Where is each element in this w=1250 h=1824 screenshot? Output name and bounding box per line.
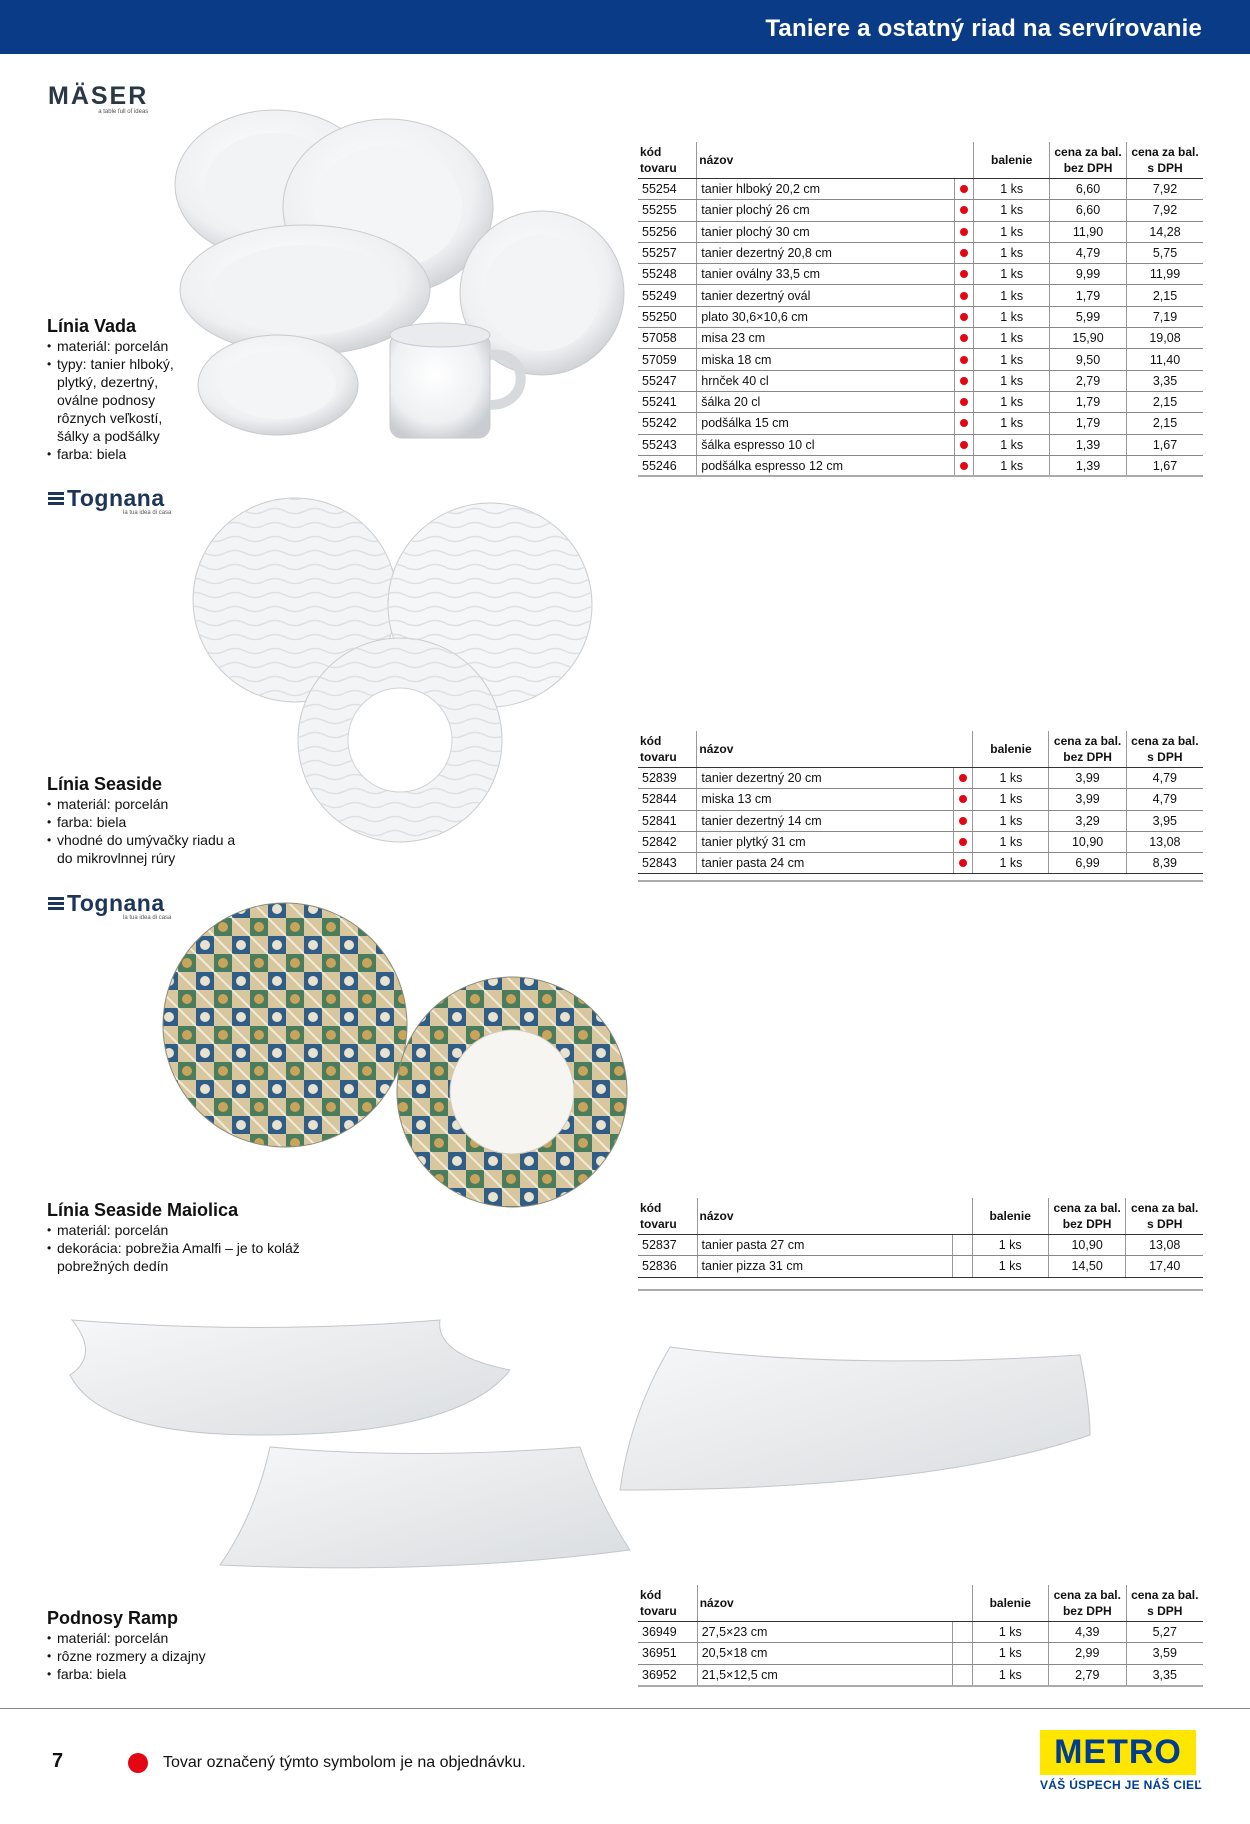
table-row: [638, 455, 1203, 476]
product-code: 52837: [638, 1235, 697, 1256]
section-title: Línia Seaside: [47, 774, 163, 794]
order-dot-icon: [960, 462, 968, 470]
header-code: kód tovaru: [638, 142, 697, 179]
ramp-price-table: [638, 1585, 1203, 1686]
price-net: 2,79: [1049, 1664, 1126, 1685]
order-marker: [954, 328, 974, 349]
product-code: 52843: [638, 853, 697, 874]
table-row: [638, 413, 1203, 434]
price-gross: 19,08: [1127, 328, 1204, 349]
header-price-gross: cena za bal. s DPH: [1126, 1198, 1203, 1235]
bullet: • materiál: porcelán: [47, 1221, 307, 1239]
section-divider: [638, 1289, 1203, 1291]
product-name: miska 13 cm: [697, 789, 953, 810]
table-row: [638, 306, 1203, 327]
table-row: [638, 810, 1203, 831]
pack-size: 1 ks: [972, 1622, 1049, 1643]
product-code: 52841: [638, 810, 697, 831]
product-name: tanier dezertný 20 cm: [697, 768, 953, 789]
header-name: názov: [697, 1198, 953, 1235]
order-marker: [953, 1622, 973, 1643]
price-gross: 11,99: [1127, 264, 1204, 285]
product-code: 36951: [638, 1643, 697, 1664]
price-net: 1,79: [1050, 285, 1127, 306]
price-net: 15,90: [1050, 328, 1127, 349]
pack-size: 1 ks: [973, 768, 1049, 789]
order-marker: [953, 768, 973, 789]
table-row: [638, 434, 1203, 455]
vada-price-table: [638, 142, 1203, 477]
order-marker: [953, 831, 973, 852]
table-row: [638, 391, 1203, 412]
pack-size: 1 ks: [972, 1643, 1049, 1664]
product-code: 52842: [638, 831, 697, 852]
seaside-description: [47, 775, 242, 867]
price-net: 6,60: [1050, 179, 1127, 200]
product-code: 52836: [638, 1256, 697, 1277]
product-code: 55246: [638, 455, 697, 476]
pack-size: 1 ks: [974, 285, 1050, 306]
order-dot-icon: [960, 228, 968, 236]
product-name: miska 18 cm: [697, 349, 954, 370]
order-marker: [954, 455, 974, 476]
pack-size: 1 ks: [974, 455, 1050, 476]
product-code: 55254: [638, 179, 697, 200]
price-gross: 4,79: [1126, 789, 1203, 810]
order-dot-icon: [959, 795, 967, 803]
order-marker: [954, 370, 974, 391]
product-code: 55242: [638, 413, 697, 434]
order-dot-icon: [960, 398, 968, 406]
section-divider: [638, 880, 1203, 882]
bullet: • vhodné do umývačky riadu a do mikrovlnnej rúry: [47, 831, 242, 867]
order-marker: [953, 1664, 973, 1685]
ramp-description: [47, 1609, 206, 1683]
header-price-net: cena za bal. bez DPH: [1049, 731, 1126, 768]
price-net: 10,90: [1048, 1235, 1126, 1256]
seaside-product-image: [185, 490, 695, 845]
pack-size: 1 ks: [973, 853, 1049, 874]
header-order: [953, 1585, 973, 1622]
product-name: misa 23 cm: [697, 328, 954, 349]
tognana-logo: Tognana la tua idea di casa: [48, 485, 171, 516]
table-row: [638, 1643, 1203, 1664]
section-title: Línia Vada: [47, 316, 137, 336]
price-gross: 2,15: [1127, 285, 1204, 306]
pack-size: 1 ks: [973, 831, 1049, 852]
order-dot-icon: [128, 1753, 148, 1773]
header-code: kód tovaru: [638, 1198, 697, 1235]
order-dot-icon: [959, 838, 967, 846]
pack-size: 1 ks: [974, 391, 1050, 412]
price-gross: 17,40: [1126, 1256, 1203, 1277]
table-row: [638, 831, 1203, 852]
order-dot-icon: [960, 270, 968, 278]
table-row: [638, 349, 1203, 370]
price-net: 2,99: [1049, 1643, 1126, 1664]
table-row: [638, 789, 1203, 810]
page-number: 7: [52, 1750, 64, 1772]
pack-size: 1 ks: [974, 434, 1050, 455]
product-name: 20,5×18 cm: [697, 1643, 952, 1664]
ramp-trays-image: [60, 1315, 1100, 1580]
product-name: tanier dezertný 20,8 cm: [697, 242, 954, 263]
table-row: [638, 221, 1203, 242]
product-code: 55250: [638, 306, 697, 327]
order-dot-icon: [960, 313, 968, 321]
price-gross: 2,15: [1127, 413, 1204, 434]
table-row: [638, 370, 1203, 391]
product-name: tanier dezertný 14 cm: [697, 810, 953, 831]
order-dot-icon: [959, 774, 967, 782]
price-gross: 3,35: [1127, 370, 1204, 391]
price-gross: 5,27: [1126, 1622, 1203, 1643]
pack-size: 1 ks: [974, 413, 1050, 434]
product-name: 27,5×23 cm: [697, 1622, 952, 1643]
price-net: 10,90: [1049, 831, 1126, 852]
price-gross: 1,67: [1127, 434, 1204, 455]
header-pack: balenie: [974, 142, 1050, 179]
product-name: podšálka 15 cm: [697, 413, 954, 434]
price-net: 2,79: [1050, 370, 1127, 391]
pack-size: 1 ks: [972, 1235, 1048, 1256]
price-gross: 1,67: [1127, 455, 1204, 476]
order-marker: [954, 221, 974, 242]
product-name: tanier pizza 31 cm: [697, 1256, 953, 1277]
pack-size: 1 ks: [974, 306, 1050, 327]
table-row: [638, 768, 1203, 789]
header-pack: balenie: [973, 731, 1049, 768]
product-code: 52839: [638, 768, 697, 789]
order-marker: [954, 242, 974, 263]
product-code: 52844: [638, 789, 697, 810]
product-name: tanier pasta 24 cm: [697, 853, 953, 874]
product-code: 55249: [638, 285, 697, 306]
price-net: 3,99: [1049, 768, 1126, 789]
product-code: 57058: [638, 328, 697, 349]
header-order: [953, 1198, 972, 1235]
legend-text: Tovar označený týmto symbolom je na objednávku.: [163, 1754, 526, 1771]
table-row: [638, 1622, 1203, 1643]
vada-description: [47, 317, 187, 463]
bullet: • typy: tanier hlboký, plytký, dezertný, oválne podnosy rôznych veľkostí, šálky a podšálky: [47, 355, 187, 445]
order-marker: [954, 413, 974, 434]
price-net: 6,99: [1049, 853, 1126, 874]
product-code: 55247: [638, 370, 697, 391]
product-name: tanier plochý 30 cm: [697, 221, 954, 242]
product-name: tanier oválny 33,5 cm: [697, 264, 954, 285]
price-gross: 7,92: [1127, 200, 1204, 221]
header-name: názov: [697, 731, 953, 768]
section-title: Línia Seaside Maiolica: [47, 1200, 239, 1220]
product-name: tanier hlboký 20,2 cm: [697, 179, 954, 200]
bullet: • dekorácia: pobrežia Amalfi – je to koláž pobrežných dedín: [47, 1239, 307, 1275]
price-net: 1,39: [1050, 434, 1127, 455]
product-name: plato 30,6×10,6 cm: [697, 306, 954, 327]
price-net: 5,99: [1050, 306, 1127, 327]
section-divider: [638, 1685, 1203, 1687]
header-code: kód tovaru: [638, 1585, 697, 1622]
bullet: • materiál: porcelán: [47, 337, 187, 355]
price-net: 4,39: [1049, 1622, 1126, 1643]
pack-size: 1 ks: [973, 789, 1049, 810]
order-marker: [954, 285, 974, 306]
price-net: 6,60: [1050, 200, 1127, 221]
price-gross: 3,59: [1126, 1643, 1203, 1664]
order-marker: [954, 434, 974, 455]
product-code: 55243: [638, 434, 697, 455]
header-price-gross: cena za bal. s DPH: [1127, 142, 1204, 179]
order-dot-icon: [959, 859, 967, 867]
product-name: hrnček 40 cl: [697, 370, 954, 391]
pack-size: 1 ks: [974, 370, 1050, 391]
table-row: [638, 264, 1203, 285]
price-net: 3,99: [1049, 789, 1126, 810]
product-name: 21,5×12,5 cm: [697, 1664, 952, 1685]
price-gross: 13,08: [1126, 1235, 1203, 1256]
order-legend: [128, 1753, 526, 1773]
order-marker: [954, 349, 974, 370]
bullet: • rôzne rozmery a dizajny: [47, 1647, 206, 1665]
header-bar: [0, 0, 1250, 54]
price-gross: 4,79: [1126, 768, 1203, 789]
maiolica-description: [47, 1201, 307, 1275]
maser-logo: MÄSER a table full of ideas: [48, 82, 149, 115]
seaside-price-table: [638, 731, 1203, 874]
table-row: [638, 179, 1203, 200]
product-code: 36952: [638, 1664, 697, 1685]
order-dot-icon: [960, 292, 968, 300]
maiolica-price-table: [638, 1198, 1203, 1278]
order-dot-icon: [960, 356, 968, 364]
order-marker: [953, 1235, 972, 1256]
maiolica-product-image: [160, 900, 640, 1210]
order-marker: [953, 789, 973, 810]
product-name: šálka espresso 10 cl: [697, 434, 954, 455]
order-dot-icon: [959, 817, 967, 825]
price-net: 1,39: [1050, 455, 1127, 476]
table-row: [638, 328, 1203, 349]
vada-product-image: [160, 105, 630, 450]
header-price-net: cena za bal. bez DPH: [1050, 142, 1127, 179]
bullet: • farba: biela: [47, 813, 242, 831]
price-net: 9,99: [1050, 264, 1127, 285]
price-net: 1,79: [1050, 413, 1127, 434]
price-gross: 7,92: [1127, 179, 1204, 200]
order-dot-icon: [960, 249, 968, 257]
price-gross: 5,75: [1127, 242, 1204, 263]
table-row: [638, 1664, 1203, 1685]
table-row: [638, 1256, 1203, 1277]
section-title: Podnosy Ramp: [47, 1608, 179, 1628]
page-title: Taniere a ostatný riad na servírovanie: [765, 15, 1202, 42]
order-marker: [954, 200, 974, 221]
product-name: tanier pasta 27 cm: [697, 1235, 953, 1256]
table-header-row: [638, 1585, 1203, 1622]
pack-size: 1 ks: [974, 221, 1050, 242]
order-dot-icon: [960, 377, 968, 385]
table-row: [638, 200, 1203, 221]
order-dot-icon: [960, 334, 968, 342]
product-name: tanier plochý 26 cm: [697, 200, 954, 221]
pack-size: 1 ks: [974, 264, 1050, 285]
header-code: kód tovaru: [638, 731, 697, 768]
order-marker: [954, 391, 974, 412]
bullet: • materiál: porcelán: [47, 1629, 206, 1647]
metro-logo: METRO VÁŠ ÚSPECH JE NÁŠ CIEĽ: [1040, 1730, 1202, 1792]
product-code: 55256: [638, 221, 697, 242]
header-price-gross: cena za bal. s DPH: [1126, 1585, 1203, 1622]
section-divider: [638, 475, 1203, 477]
pack-size: 1 ks: [973, 810, 1049, 831]
price-gross: 3,35: [1126, 1664, 1203, 1685]
product-code: 55257: [638, 242, 697, 263]
table-header-row: [638, 1198, 1203, 1235]
header-price-net: cena za bal. bez DPH: [1048, 1198, 1126, 1235]
price-net: 4,79: [1050, 242, 1127, 263]
header-name: názov: [697, 1585, 952, 1622]
pack-size: 1 ks: [974, 179, 1050, 200]
pack-size: 1 ks: [972, 1256, 1048, 1277]
price-gross: 8,39: [1126, 853, 1203, 874]
price-gross: 3,95: [1126, 810, 1203, 831]
order-dot-icon: [960, 441, 968, 449]
price-gross: 14,28: [1127, 221, 1204, 242]
price-net: 11,90: [1050, 221, 1127, 242]
price-net: 14,50: [1048, 1256, 1126, 1277]
footer-divider: [0, 1708, 1250, 1709]
product-name: tanier dezertný ovál: [697, 285, 954, 306]
header-name: názov: [697, 142, 954, 179]
bullet: • farba: biela: [47, 445, 187, 463]
order-marker: [954, 264, 974, 285]
product-code: 55255: [638, 200, 697, 221]
order-marker: [953, 1256, 972, 1277]
table-row: [638, 1235, 1203, 1256]
product-code: 55248: [638, 264, 697, 285]
product-name: šálka 20 cl: [697, 391, 954, 412]
tognana-logo: Tognana la tua idea di casa: [48, 890, 171, 921]
pack-size: 1 ks: [972, 1664, 1049, 1685]
header-price-gross: cena za bal. s DPH: [1126, 731, 1203, 768]
pack-size: 1 ks: [974, 200, 1050, 221]
order-marker: [954, 179, 974, 200]
table-row: [638, 853, 1203, 874]
bullet: • farba: biela: [47, 1665, 206, 1683]
product-code: 57059: [638, 349, 697, 370]
table-header-row: [638, 142, 1203, 179]
table-header-row: [638, 731, 1203, 768]
order-marker: [954, 306, 974, 327]
price-gross: 7,19: [1127, 306, 1204, 327]
order-marker: [953, 810, 973, 831]
order-marker: [953, 853, 973, 874]
header-order: [953, 731, 973, 768]
order-marker: [953, 1643, 973, 1664]
pack-size: 1 ks: [974, 349, 1050, 370]
header-pack: balenie: [972, 1585, 1049, 1622]
price-net: 3,29: [1049, 810, 1126, 831]
price-net: 9,50: [1050, 349, 1127, 370]
pack-size: 1 ks: [974, 242, 1050, 263]
price-gross: 2,15: [1127, 391, 1204, 412]
order-dot-icon: [960, 419, 968, 427]
order-dot-icon: [960, 185, 968, 193]
price-net: 1,79: [1050, 391, 1127, 412]
product-name: podšálka espresso 12 cm: [697, 455, 954, 476]
order-dot-icon: [960, 206, 968, 214]
bullet: • materiál: porcelán: [47, 795, 242, 813]
pack-size: 1 ks: [974, 328, 1050, 349]
header-order: [954, 142, 974, 179]
table-row: [638, 285, 1203, 306]
header-price-net: cena za bal. bez DPH: [1049, 1585, 1126, 1622]
table-row: [638, 242, 1203, 263]
header-pack: balenie: [972, 1198, 1048, 1235]
product-code: 55241: [638, 391, 697, 412]
product-name: tanier plytký 31 cm: [697, 831, 953, 852]
price-gross: 13,08: [1126, 831, 1203, 852]
product-code: 36949: [638, 1622, 697, 1643]
price-gross: 11,40: [1127, 349, 1204, 370]
